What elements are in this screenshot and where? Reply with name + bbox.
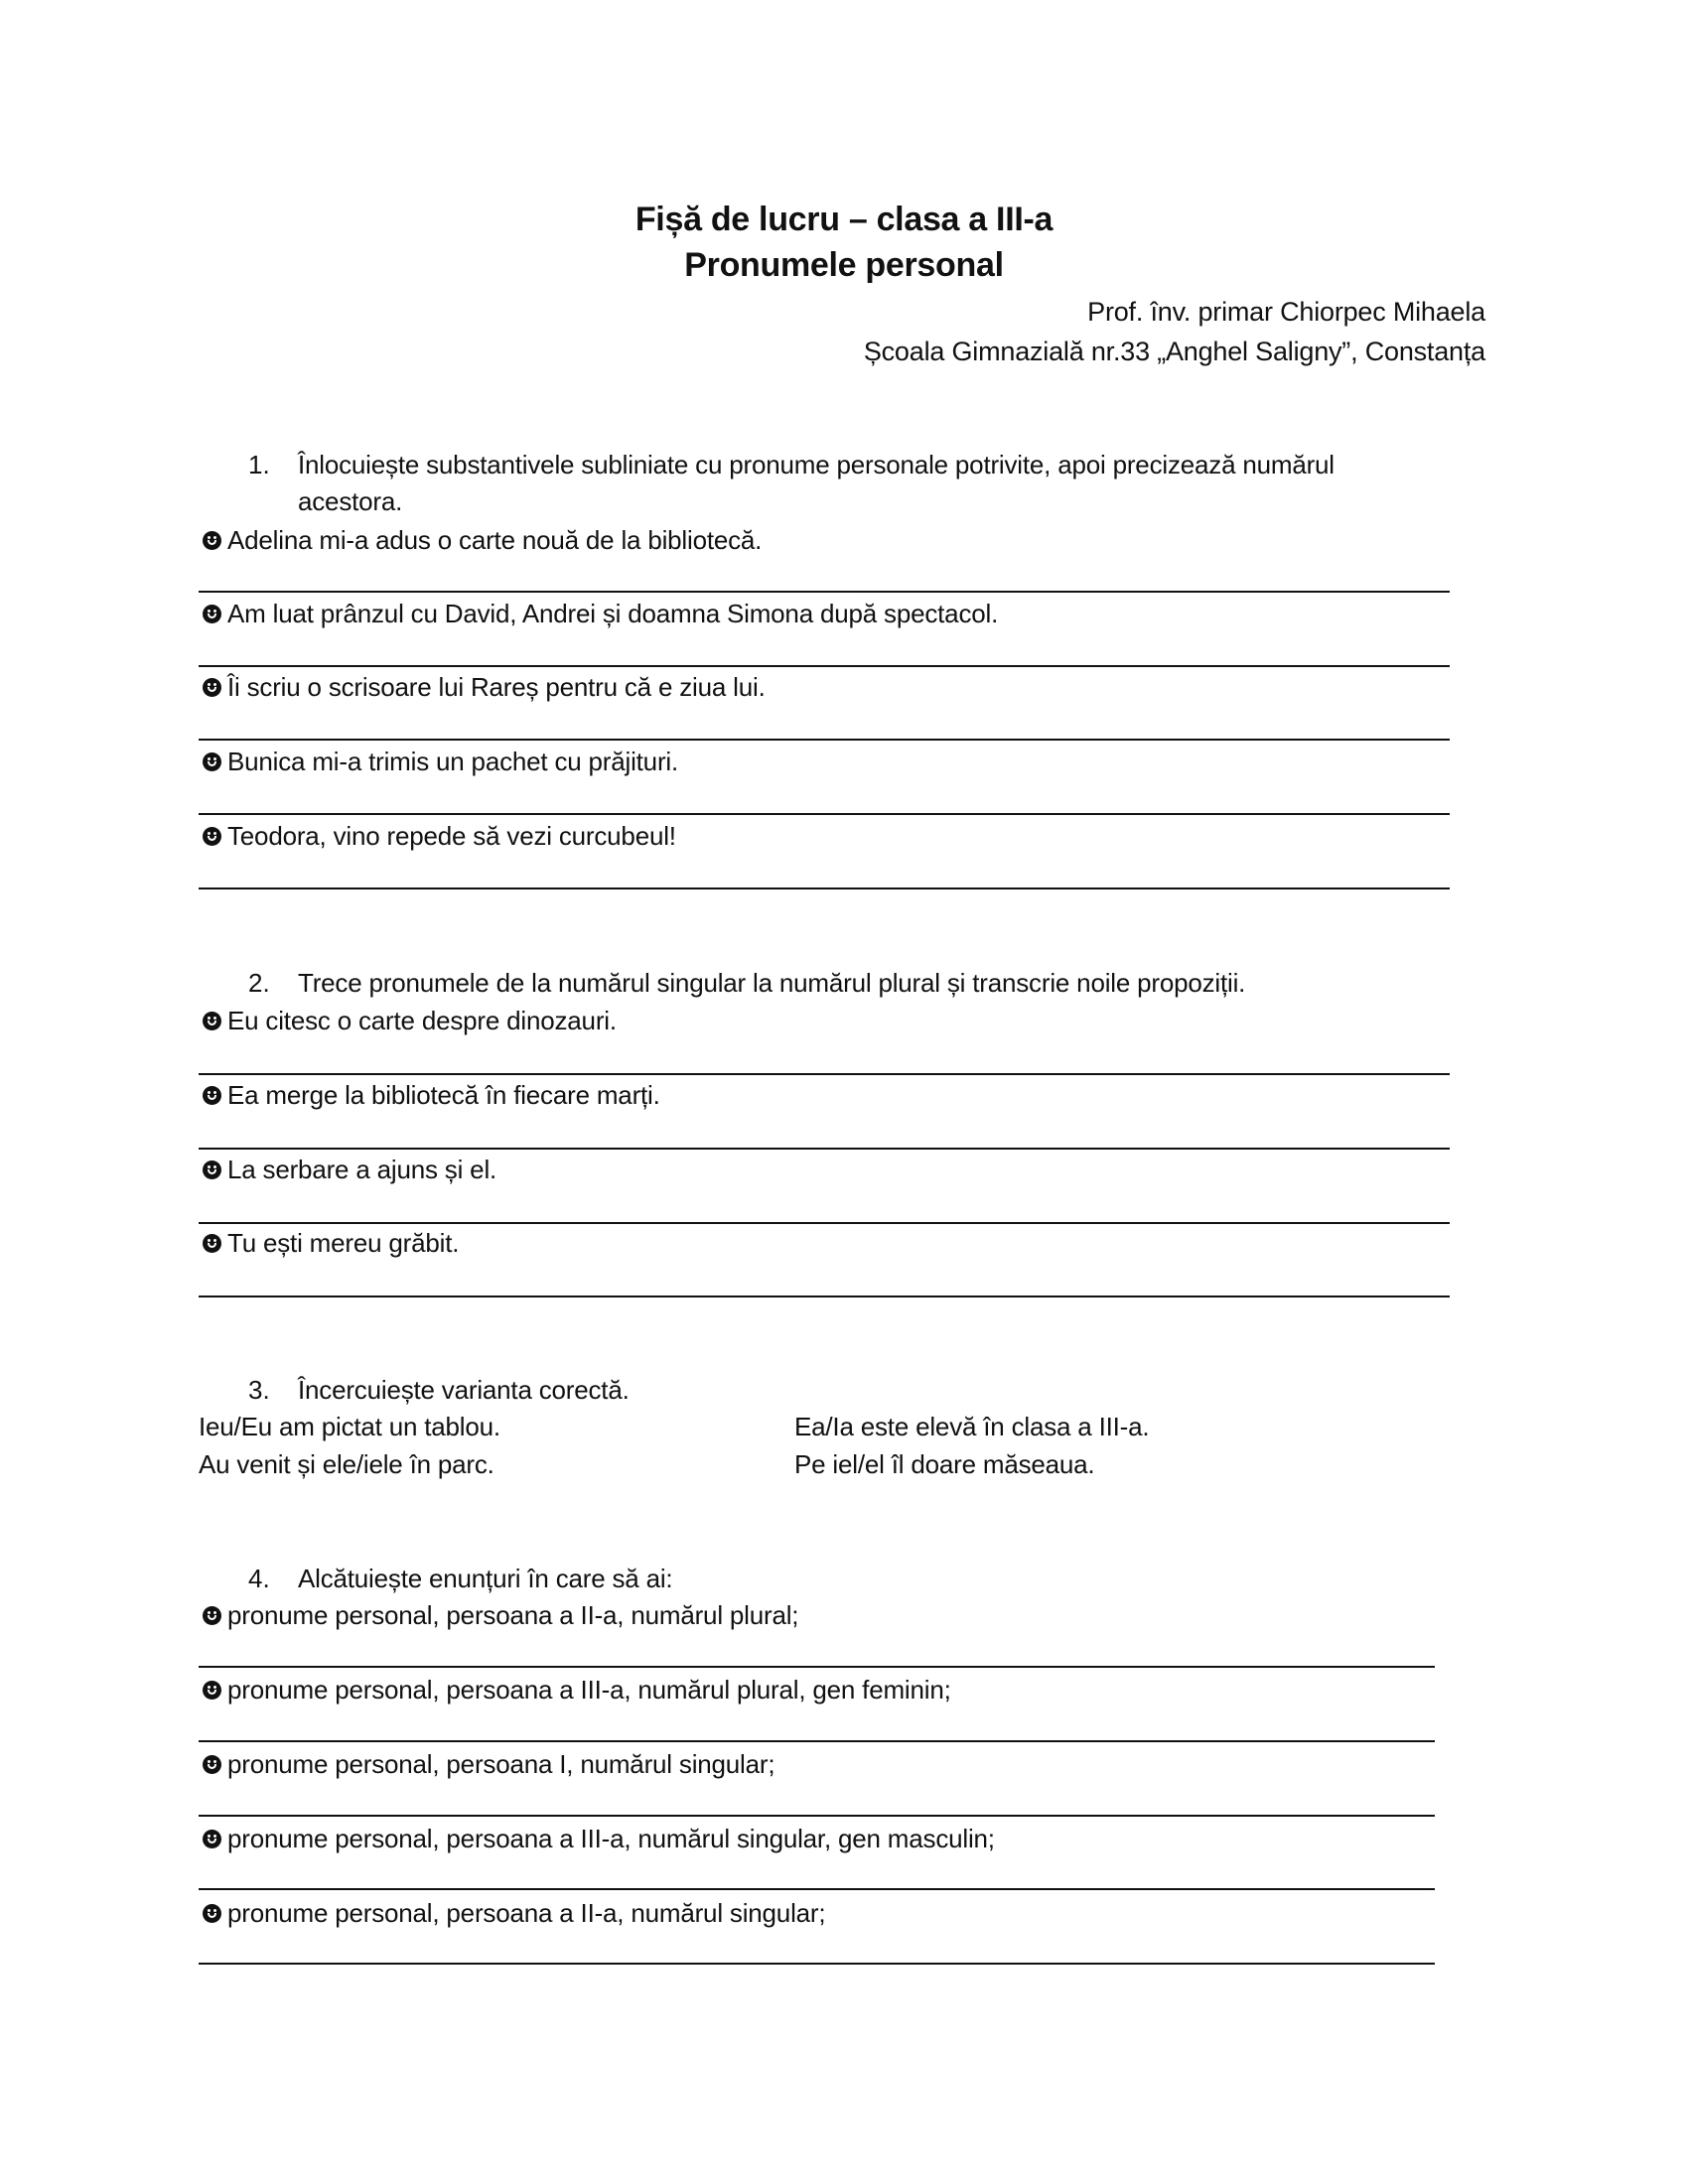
list-item xyxy=(203,1821,995,1856)
smiley-bullet-icon xyxy=(203,1012,221,1030)
list-item xyxy=(203,596,998,631)
smiley-bullet-icon xyxy=(203,531,221,550)
item-text: Bunica mi-a trimis un pachet cu prăjituri. xyxy=(227,747,679,776)
item-text: Ea merge la bibliotecă în fiecare marți. xyxy=(227,1080,660,1110)
exercise-instruction: Înlocuiește substantivele subliniate cu pronume personale potrivite, apoi precizează numărul xyxy=(298,450,1335,479)
list-item xyxy=(203,818,676,854)
exercise-number: 1. xyxy=(248,450,270,479)
smiley-bullet-icon xyxy=(203,605,221,623)
answer-line[interactable] xyxy=(199,1148,1450,1150)
answer-line[interactable] xyxy=(199,1222,1450,1224)
answer-line[interactable] xyxy=(199,591,1450,593)
answer-line[interactable] xyxy=(199,665,1450,667)
answer-line[interactable] xyxy=(199,1073,1450,1075)
choice-sentence[interactable]: Ea/Ia este elevă în clasa a III-a. xyxy=(794,1412,1150,1441)
choice-sentence[interactable]: Ieu/Eu am pictat un tablou. xyxy=(199,1412,500,1441)
item-text: Îi scriu o scrisoare lui Rareș pentru că e ziua lui. xyxy=(227,672,766,702)
list-item xyxy=(203,1003,617,1038)
list-item xyxy=(203,1152,496,1187)
list-item xyxy=(203,1597,798,1633)
list-item xyxy=(203,522,762,558)
answer-line[interactable] xyxy=(199,813,1450,815)
exercise-number: 2. xyxy=(248,968,270,998)
answer-line[interactable] xyxy=(199,1296,1450,1297)
list-item xyxy=(203,1077,660,1113)
answer-line[interactable] xyxy=(199,1815,1435,1817)
list-item xyxy=(203,744,678,779)
smiley-bullet-icon xyxy=(203,1755,221,1774)
item-text: Eu citesc o carte despre dinozauri. xyxy=(227,1006,617,1035)
smiley-bullet-icon xyxy=(203,1904,221,1923)
list-item xyxy=(203,1895,825,1931)
smiley-bullet-icon xyxy=(203,827,221,846)
item-text: Adelina mi-a adus o carte nouă de la bibliotecă. xyxy=(227,525,763,555)
exercise-instruction: Trece pronumele de la numărul singular la numărul plural și transcrie noile propoziții. xyxy=(298,968,1246,998)
list-item xyxy=(203,1672,951,1707)
smiley-bullet-icon xyxy=(203,752,221,771)
author-name: Prof. înv. primar Chiorpec Mihaela xyxy=(1087,297,1485,327)
item-text: La serbare a ajuns și el. xyxy=(227,1155,497,1184)
smiley-bullet-icon xyxy=(203,1234,221,1253)
smiley-bullet-icon xyxy=(203,1606,221,1625)
answer-line[interactable] xyxy=(199,1666,1435,1668)
answer-line[interactable] xyxy=(199,739,1450,741)
choice-sentence[interactable]: Pe iel/el îl doare măseaua. xyxy=(794,1449,1095,1479)
exercise-instruction: Încercuiește varianta corectă. xyxy=(298,1375,630,1405)
exercise-instruction: Alcătuiește enunțuri în care să ai: xyxy=(298,1564,673,1593)
choice-sentence[interactable]: Au venit și ele/iele în parc. xyxy=(199,1449,494,1479)
exercise-number: 4. xyxy=(248,1564,270,1593)
item-text: pronume personal, persoana a III-a, numărul plural, gen feminin; xyxy=(227,1675,951,1705)
list-item xyxy=(203,1225,459,1261)
smiley-bullet-icon xyxy=(203,678,221,697)
item-text: pronume personal, persoana a II-a, numărul plural; xyxy=(227,1600,799,1630)
item-text: pronume personal, persoana I, numărul singular; xyxy=(227,1749,775,1779)
item-text: Am luat prânzul cu David, Andrei și doamna Simona după spectacol. xyxy=(227,599,999,628)
smiley-bullet-icon xyxy=(203,1160,221,1179)
item-text: pronume personal, persoana a II-a, numărul singular; xyxy=(227,1898,826,1928)
list-item xyxy=(203,1746,774,1782)
item-text: pronume personal, persoana a III-a, numărul singular, gen masculin; xyxy=(227,1824,995,1853)
school-name: Școala Gimnazială nr.33 „Anghel Saligny”, Constanța xyxy=(863,337,1485,366)
answer-line[interactable] xyxy=(199,887,1450,889)
list-item xyxy=(203,669,766,705)
smiley-bullet-icon xyxy=(203,1830,221,1848)
answer-line[interactable] xyxy=(199,1740,1435,1742)
answer-line[interactable] xyxy=(199,1963,1435,1965)
answer-line[interactable] xyxy=(199,1888,1435,1890)
item-text: Tu ești mereu grăbit. xyxy=(227,1228,460,1258)
item-text: Teodora, vino repede să vezi curcubeul! xyxy=(227,821,676,851)
smiley-bullet-icon xyxy=(203,1681,221,1700)
exercise-number: 3. xyxy=(248,1375,270,1405)
page-subtitle: Pronumele personal xyxy=(684,246,1004,284)
smiley-bullet-icon xyxy=(203,1086,221,1105)
exercise-instruction-cont: acestora. xyxy=(298,486,403,516)
page-title: Fișă de lucru – clasa a III-a xyxy=(634,201,1054,238)
